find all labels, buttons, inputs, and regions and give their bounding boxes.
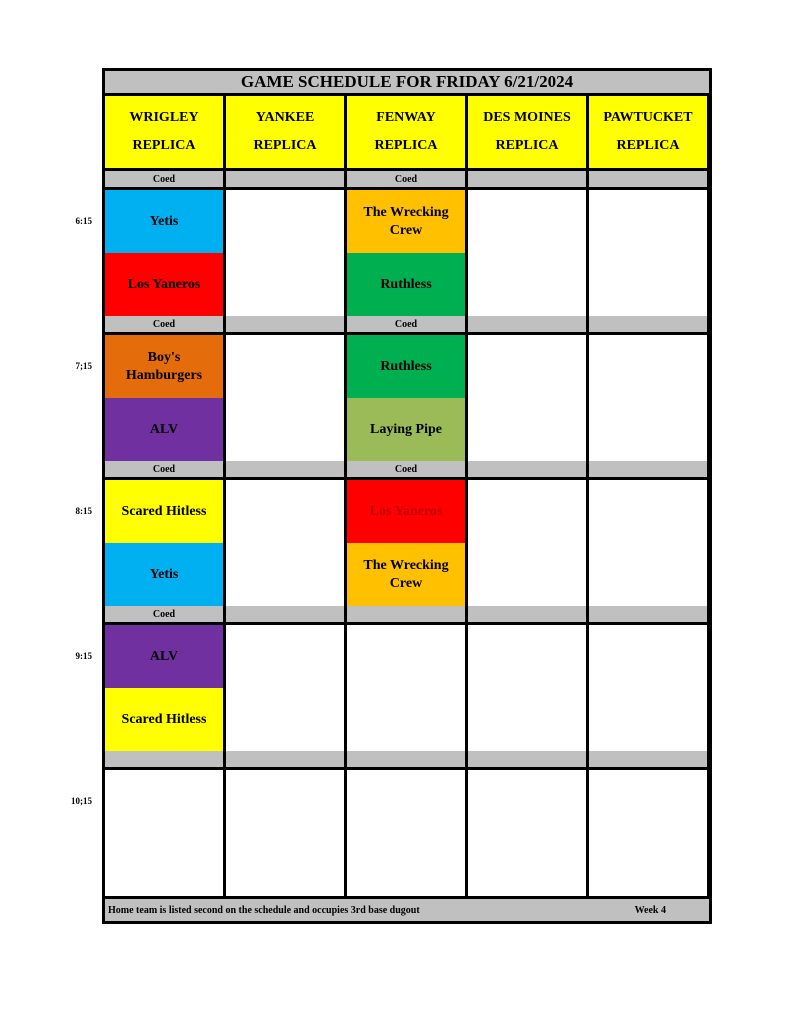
- away-team: Ruthless: [347, 335, 465, 398]
- division-label: [347, 606, 465, 622]
- field-header: [468, 96, 586, 168]
- empty-slot: [226, 480, 344, 606]
- division-label: [589, 461, 707, 477]
- field-subtitle: REPLICA: [132, 138, 196, 153]
- empty-slot: [468, 625, 586, 751]
- field-header: [226, 96, 344, 168]
- division-label: [226, 171, 344, 187]
- division-label: Coed: [347, 461, 465, 477]
- field-header: [347, 96, 465, 168]
- empty-slot: [589, 480, 707, 606]
- week-label: Week 4: [634, 904, 666, 916]
- division-label: [468, 316, 586, 332]
- home-team: Ruthless: [347, 253, 465, 316]
- empty-slot: [589, 335, 707, 461]
- division-label: Coed: [105, 461, 223, 477]
- empty-slot: [589, 625, 707, 751]
- field-name: DES MOINES: [483, 110, 571, 125]
- home-team: The Wrecking Crew: [347, 543, 465, 606]
- away-team: Scared Hitless: [105, 480, 223, 543]
- division-label: [226, 316, 344, 332]
- division-label: Coed: [105, 606, 223, 622]
- field-name: PAWTUCKET: [603, 110, 693, 125]
- empty-slot: [468, 770, 586, 896]
- division-label: [468, 171, 586, 187]
- division-label: [105, 751, 223, 767]
- empty-slot: [468, 335, 586, 461]
- schedule-table: [102, 68, 712, 924]
- footer-note: Home team is listed second on the schedule and occupies 3rd base dugout: [108, 904, 420, 916]
- away-team: Los Yaneros: [347, 480, 465, 543]
- division-label: Coed: [105, 316, 223, 332]
- field-subtitle: REPLICA: [616, 138, 680, 153]
- away-team: Yetis: [105, 190, 223, 253]
- time-label: 7;15: [75, 361, 92, 371]
- empty-slot: [226, 770, 344, 896]
- empty-slot: [226, 190, 344, 316]
- empty-slot: [589, 770, 707, 896]
- field-name: YANKEE: [255, 110, 315, 125]
- empty-slot: [589, 190, 707, 316]
- empty-slot: [105, 770, 223, 896]
- empty-slot: [468, 480, 586, 606]
- time-label: 10;15: [71, 796, 92, 806]
- division-label: Coed: [347, 316, 465, 332]
- field-subtitle: REPLICA: [253, 138, 317, 153]
- field-header: [589, 96, 707, 168]
- field-name: WRIGLEY: [129, 110, 199, 125]
- away-team: ALV: [105, 625, 223, 688]
- field-name: FENWAY: [376, 110, 436, 125]
- division-label: [226, 751, 344, 767]
- division-label: [589, 171, 707, 187]
- field-header: [105, 96, 223, 168]
- division-label: [468, 461, 586, 477]
- division-label: Coed: [347, 171, 465, 187]
- time-label: 8:15: [75, 506, 92, 516]
- empty-slot: [468, 190, 586, 316]
- home-team: ALV: [105, 398, 223, 461]
- time-label: 9:15: [75, 651, 92, 661]
- division-label: [589, 606, 707, 622]
- time-label: 6:15: [75, 216, 92, 226]
- home-team: Scared Hitless: [105, 688, 223, 751]
- division-label: [226, 461, 344, 477]
- empty-slot: [347, 770, 465, 896]
- division-label: [589, 751, 707, 767]
- empty-slot: [226, 625, 344, 751]
- empty-slot: [347, 625, 465, 751]
- division-label: [468, 751, 586, 767]
- division-label: [226, 606, 344, 622]
- footer-bar: [105, 899, 709, 921]
- division-label: [589, 316, 707, 332]
- away-team: Boy's Hamburgers: [105, 335, 223, 398]
- division-label: [347, 751, 465, 767]
- schedule-title: GAME SCHEDULE FOR FRIDAY 6/21/2024: [105, 71, 709, 93]
- field-subtitle: REPLICA: [495, 138, 559, 153]
- division-label: Coed: [105, 171, 223, 187]
- home-team: Yetis: [105, 543, 223, 606]
- division-label: [468, 606, 586, 622]
- field-subtitle: REPLICA: [374, 138, 438, 153]
- home-team: Los Yaneros: [105, 253, 223, 316]
- empty-slot: [226, 335, 344, 461]
- home-team: Laying Pipe: [347, 398, 465, 461]
- away-team: The Wrecking Crew: [347, 190, 465, 253]
